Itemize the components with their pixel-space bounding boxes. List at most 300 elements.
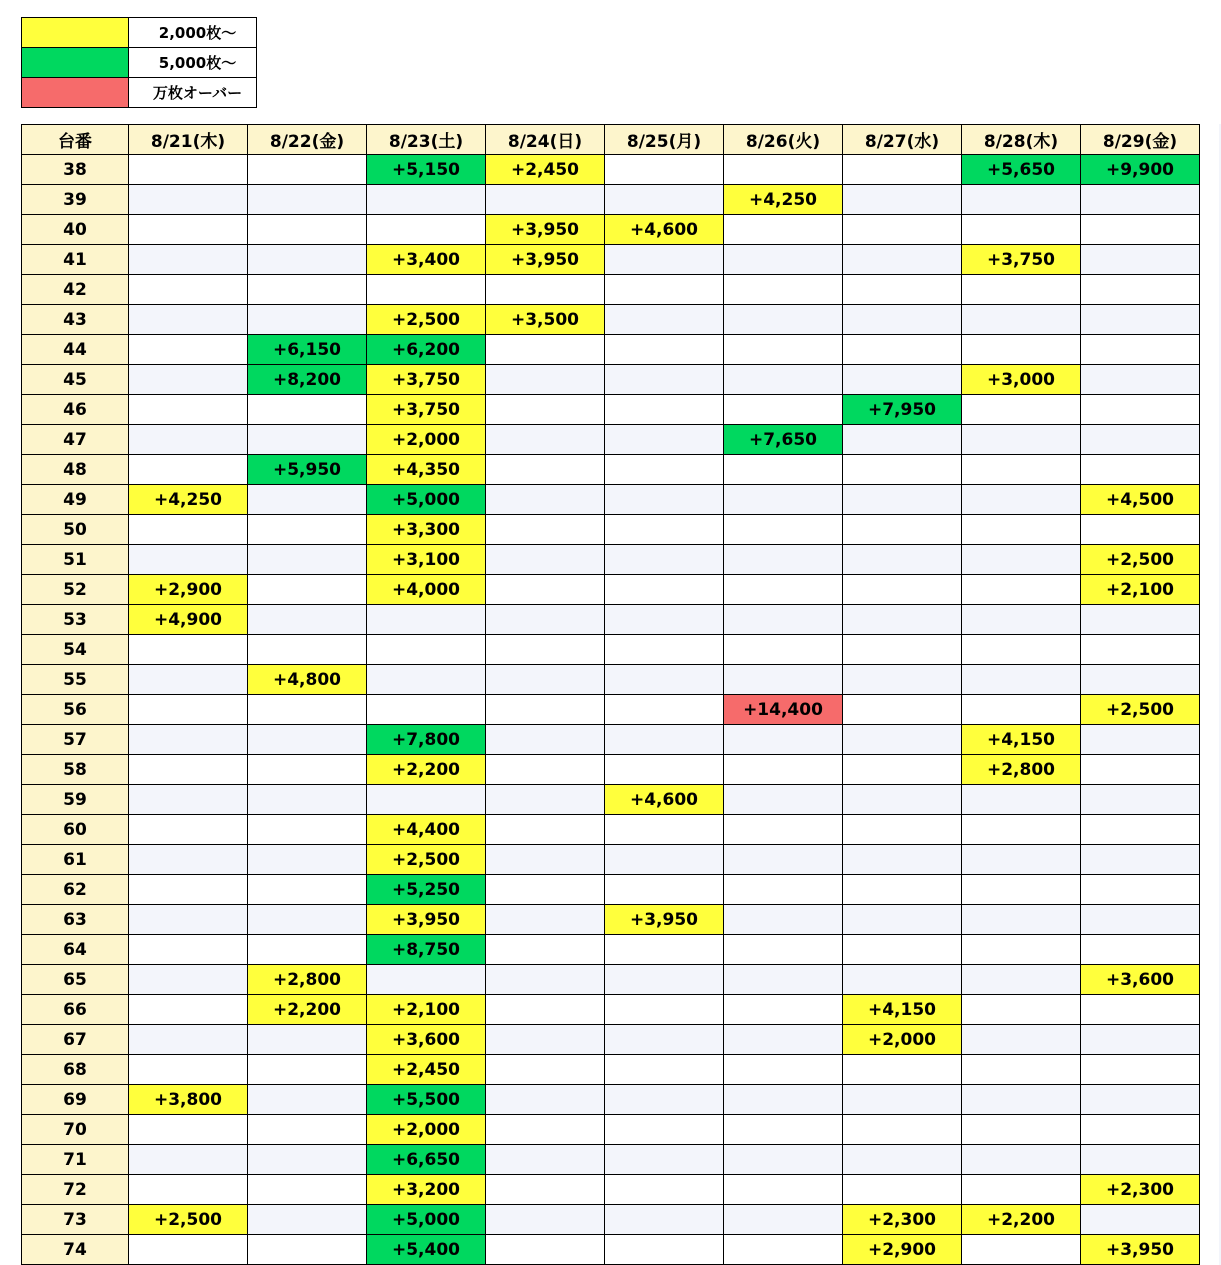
- value-cell: +2,500: [1081, 695, 1200, 725]
- table-row: [22, 1145, 1200, 1175]
- value-cell: [486, 1115, 605, 1145]
- unit-number-cell: 54: [22, 635, 129, 665]
- table-row: [22, 725, 1200, 755]
- value-cell: [605, 1145, 724, 1175]
- value-cell: [724, 755, 843, 785]
- table-row: [22, 815, 1200, 845]
- value-cell: [724, 575, 843, 605]
- value-cell: [1081, 605, 1200, 635]
- unit-number-cell: 38: [22, 155, 129, 185]
- value-cell: [1081, 665, 1200, 695]
- value-cell: [843, 1085, 962, 1115]
- value-cell: [129, 545, 248, 575]
- value-cell: [486, 515, 605, 545]
- value-cell: [605, 1235, 724, 1265]
- table-row: [22, 545, 1200, 575]
- results-table: [21, 124, 1200, 1265]
- legend-swatch-red: [22, 78, 129, 108]
- value-cell: [1081, 515, 1200, 545]
- value-cell: [605, 395, 724, 425]
- value-cell: +2,800: [962, 755, 1081, 785]
- value-cell: [248, 605, 367, 635]
- value-cell: +2,000: [367, 425, 486, 455]
- value-cell: [724, 665, 843, 695]
- unit-number-cell: 61: [22, 845, 129, 875]
- value-cell: [962, 1145, 1081, 1175]
- value-cell: [843, 665, 962, 695]
- value-cell: [367, 215, 486, 245]
- value-cell: +4,350: [367, 455, 486, 485]
- date-header: 8/26(火): [724, 125, 843, 155]
- table-row: [22, 335, 1200, 365]
- value-cell: [248, 875, 367, 905]
- legend-row: [22, 48, 257, 78]
- value-cell: [843, 905, 962, 935]
- value-cell: [724, 875, 843, 905]
- value-cell: +3,750: [962, 245, 1081, 275]
- value-cell: [486, 755, 605, 785]
- value-cell: +2,450: [367, 1055, 486, 1085]
- value-cell: [962, 395, 1081, 425]
- unit-number-cell: 65: [22, 965, 129, 995]
- unit-number-cell: 69: [22, 1085, 129, 1115]
- value-cell: [129, 815, 248, 845]
- value-cell: [129, 455, 248, 485]
- value-cell: [724, 635, 843, 665]
- value-cell: [129, 215, 248, 245]
- value-cell: +3,750: [367, 395, 486, 425]
- value-cell: [962, 275, 1081, 305]
- value-cell: [843, 545, 962, 575]
- value-cell: [843, 485, 962, 515]
- value-cell: +5,650: [962, 155, 1081, 185]
- value-cell: [1081, 905, 1200, 935]
- value-cell: [605, 155, 724, 185]
- value-cell: [843, 965, 962, 995]
- unit-number-cell: 56: [22, 695, 129, 725]
- value-cell: +3,400: [367, 245, 486, 275]
- table-row: [22, 275, 1200, 305]
- value-cell: [724, 995, 843, 1025]
- unit-number-cell: 62: [22, 875, 129, 905]
- unit-number-cell: 67: [22, 1025, 129, 1055]
- value-cell: [724, 935, 843, 965]
- value-cell: [129, 725, 248, 755]
- table-row: [22, 395, 1200, 425]
- value-cell: [962, 605, 1081, 635]
- value-cell: [367, 185, 486, 215]
- unit-number-cell: 46: [22, 395, 129, 425]
- value-cell: +4,250: [129, 485, 248, 515]
- value-cell: [962, 515, 1081, 545]
- value-cell: [248, 1085, 367, 1115]
- value-cell: [843, 335, 962, 365]
- value-cell: [129, 155, 248, 185]
- value-cell: [248, 485, 367, 515]
- value-cell: [1081, 185, 1200, 215]
- unit-number-cell: 70: [22, 1115, 129, 1145]
- value-cell: [724, 305, 843, 335]
- value-cell: +2,300: [843, 1205, 962, 1235]
- value-cell: +2,000: [843, 1025, 962, 1055]
- value-cell: [129, 935, 248, 965]
- value-cell: [962, 845, 1081, 875]
- unit-number-cell: 51: [22, 545, 129, 575]
- table-row: [22, 1205, 1200, 1235]
- value-cell: [605, 335, 724, 365]
- value-cell: [1081, 725, 1200, 755]
- value-cell: [248, 1025, 367, 1055]
- value-cell: [843, 305, 962, 335]
- legend-row: [22, 18, 257, 48]
- value-cell: [724, 245, 843, 275]
- value-cell: [1081, 845, 1200, 875]
- table-row: [22, 515, 1200, 545]
- table-row: [22, 455, 1200, 485]
- value-cell: [724, 1025, 843, 1055]
- value-cell: [605, 935, 724, 965]
- value-cell: [962, 815, 1081, 845]
- value-cell: +3,200: [367, 1175, 486, 1205]
- unit-number-cell: 64: [22, 935, 129, 965]
- unit-number-cell: 66: [22, 995, 129, 1025]
- value-cell: [843, 365, 962, 395]
- value-cell: [724, 1175, 843, 1205]
- value-cell: [605, 815, 724, 845]
- date-header: 8/29(金): [1081, 125, 1200, 155]
- value-cell: [724, 1055, 843, 1085]
- value-cell: [843, 455, 962, 485]
- legend-label-2000: 2,000枚〜: [129, 18, 257, 48]
- value-cell: [129, 1055, 248, 1085]
- date-header: 8/25(月): [605, 125, 724, 155]
- value-cell: [843, 245, 962, 275]
- value-cell: +4,800: [248, 665, 367, 695]
- value-cell: [843, 635, 962, 665]
- value-cell: [248, 1205, 367, 1235]
- value-cell: [248, 1235, 367, 1265]
- value-cell: [1081, 395, 1200, 425]
- value-cell: [962, 215, 1081, 245]
- value-cell: [486, 395, 605, 425]
- value-cell: [129, 365, 248, 395]
- value-cell: [129, 695, 248, 725]
- value-cell: [1081, 1085, 1200, 1115]
- table-row: [22, 1055, 1200, 1085]
- table-row: [22, 425, 1200, 455]
- value-cell: [605, 1055, 724, 1085]
- value-cell: [1081, 455, 1200, 485]
- value-cell: [367, 785, 486, 815]
- value-cell: [486, 815, 605, 845]
- value-cell: [605, 875, 724, 905]
- value-cell: +3,000: [962, 365, 1081, 395]
- table-row: [22, 695, 1200, 725]
- value-cell: [486, 1025, 605, 1055]
- value-cell: +3,950: [1081, 1235, 1200, 1265]
- value-cell: [129, 1145, 248, 1175]
- value-cell: [962, 1235, 1081, 1265]
- value-cell: [486, 605, 605, 635]
- value-cell: [962, 485, 1081, 515]
- value-cell: [605, 965, 724, 995]
- value-cell: [248, 1145, 367, 1175]
- value-cell: +2,800: [248, 965, 367, 995]
- value-cell: [486, 1055, 605, 1085]
- unit-number-cell: 55: [22, 665, 129, 695]
- legend-label-10000: 万枚オーバー: [129, 78, 257, 108]
- value-cell: [129, 905, 248, 935]
- value-cell: [605, 185, 724, 215]
- value-cell: +3,950: [486, 215, 605, 245]
- value-cell: +7,800: [367, 725, 486, 755]
- value-cell: [248, 575, 367, 605]
- value-cell: [843, 1055, 962, 1085]
- legend-row: [22, 78, 257, 108]
- value-cell: [605, 755, 724, 785]
- table-row: [22, 755, 1200, 785]
- value-cell: +2,100: [1081, 575, 1200, 605]
- unit-number-cell: 43: [22, 305, 129, 335]
- value-cell: [486, 875, 605, 905]
- value-cell: [724, 965, 843, 995]
- value-cell: [486, 1205, 605, 1235]
- unit-number-cell: 58: [22, 755, 129, 785]
- value-cell: [843, 575, 962, 605]
- value-cell: [605, 1025, 724, 1055]
- value-cell: +14,400: [724, 695, 843, 725]
- value-cell: +4,000: [367, 575, 486, 605]
- legend-swatch-green: [22, 48, 129, 78]
- value-cell: +3,950: [486, 245, 605, 275]
- table-row: [22, 665, 1200, 695]
- value-cell: [843, 425, 962, 455]
- table-row: [22, 575, 1200, 605]
- table-header: [22, 125, 1200, 155]
- value-cell: +4,600: [605, 215, 724, 245]
- value-cell: [129, 395, 248, 425]
- date-header: 8/22(金): [248, 125, 367, 155]
- value-cell: [129, 1115, 248, 1145]
- value-cell: [962, 1175, 1081, 1205]
- value-cell: [486, 185, 605, 215]
- value-cell: +5,000: [367, 485, 486, 515]
- value-cell: [129, 245, 248, 275]
- value-cell: +3,100: [367, 545, 486, 575]
- value-cell: +2,500: [1081, 545, 1200, 575]
- value-cell: [843, 275, 962, 305]
- value-cell: [1081, 365, 1200, 395]
- value-cell: [724, 605, 843, 635]
- value-cell: [605, 485, 724, 515]
- value-cell: +5,000: [367, 1205, 486, 1235]
- value-cell: [962, 425, 1081, 455]
- value-cell: [962, 335, 1081, 365]
- value-cell: [843, 1115, 962, 1145]
- value-cell: [605, 665, 724, 695]
- value-cell: [962, 1115, 1081, 1145]
- value-cell: [962, 545, 1081, 575]
- value-cell: [605, 995, 724, 1025]
- table-row: [22, 245, 1200, 275]
- table-row: [22, 995, 1200, 1025]
- value-cell: [843, 515, 962, 545]
- value-cell: [962, 935, 1081, 965]
- value-cell: +5,150: [367, 155, 486, 185]
- value-cell: [367, 695, 486, 725]
- value-cell: +5,250: [367, 875, 486, 905]
- unit-number-cell: 73: [22, 1205, 129, 1235]
- value-cell: [605, 845, 724, 875]
- value-cell: [605, 425, 724, 455]
- date-header: 8/27(水): [843, 125, 962, 155]
- value-cell: [724, 515, 843, 545]
- value-cell: [129, 305, 248, 335]
- value-cell: [605, 305, 724, 335]
- value-cell: [843, 785, 962, 815]
- value-cell: [724, 215, 843, 245]
- value-cell: +2,200: [962, 1205, 1081, 1235]
- value-cell: [962, 995, 1081, 1025]
- unit-number-cell: 42: [22, 275, 129, 305]
- value-cell: [843, 935, 962, 965]
- value-cell: [129, 185, 248, 215]
- value-cell: [962, 455, 1081, 485]
- value-cell: [367, 665, 486, 695]
- value-cell: [1081, 995, 1200, 1025]
- value-cell: [248, 545, 367, 575]
- value-cell: [248, 155, 367, 185]
- table-row: [22, 1085, 1200, 1115]
- value-cell: [605, 725, 724, 755]
- value-cell: [1081, 1025, 1200, 1055]
- value-cell: [1081, 1145, 1200, 1175]
- value-cell: [1081, 305, 1200, 335]
- value-cell: [248, 845, 367, 875]
- unit-number-header: 台番: [22, 125, 129, 155]
- value-cell: [724, 785, 843, 815]
- value-cell: [1081, 935, 1200, 965]
- unit-number-cell: 50: [22, 515, 129, 545]
- unit-number-cell: 45: [22, 365, 129, 395]
- value-cell: [129, 1235, 248, 1265]
- value-cell: [843, 1175, 962, 1205]
- value-cell: [248, 755, 367, 785]
- table-row: [22, 215, 1200, 245]
- value-cell: +3,500: [486, 305, 605, 335]
- value-cell: +6,150: [248, 335, 367, 365]
- unit-number-cell: 71: [22, 1145, 129, 1175]
- value-cell: [486, 695, 605, 725]
- value-cell: +3,300: [367, 515, 486, 545]
- value-cell: [248, 425, 367, 455]
- table-row: [22, 935, 1200, 965]
- value-cell: [248, 275, 367, 305]
- value-cell: [724, 365, 843, 395]
- value-cell: [962, 905, 1081, 935]
- value-cell: +4,500: [1081, 485, 1200, 515]
- value-cell: [129, 635, 248, 665]
- value-cell: [962, 785, 1081, 815]
- value-cell: [486, 845, 605, 875]
- value-cell: +4,600: [605, 785, 724, 815]
- table-row: [22, 875, 1200, 905]
- date-header: 8/24(日): [486, 125, 605, 155]
- unit-number-cell: 74: [22, 1235, 129, 1265]
- value-cell: [605, 545, 724, 575]
- value-cell: [843, 155, 962, 185]
- value-cell: +2,200: [248, 995, 367, 1025]
- value-cell: [129, 515, 248, 545]
- value-cell: [486, 995, 605, 1025]
- unit-number-cell: 52: [22, 575, 129, 605]
- value-cell: [1081, 1115, 1200, 1145]
- value-cell: [843, 695, 962, 725]
- value-cell: [605, 575, 724, 605]
- value-cell: [724, 1085, 843, 1115]
- value-cell: [605, 1085, 724, 1115]
- value-cell: [1081, 1205, 1200, 1235]
- unit-number-cell: 48: [22, 455, 129, 485]
- value-cell: [129, 785, 248, 815]
- table-row: [22, 845, 1200, 875]
- value-cell: [962, 695, 1081, 725]
- date-header: 8/23(土): [367, 125, 486, 155]
- table-row: [22, 965, 1200, 995]
- value-cell: [248, 515, 367, 545]
- value-cell: [605, 605, 724, 635]
- value-cell: [486, 725, 605, 755]
- value-cell: +2,900: [129, 575, 248, 605]
- value-cell: [724, 335, 843, 365]
- value-cell: +5,500: [367, 1085, 486, 1115]
- value-cell: [486, 485, 605, 515]
- value-cell: +2,000: [367, 1115, 486, 1145]
- value-cell: [129, 1175, 248, 1205]
- table-row: [22, 365, 1200, 395]
- value-cell: [367, 965, 486, 995]
- value-cell: +4,900: [129, 605, 248, 635]
- value-cell: [605, 365, 724, 395]
- value-cell: [129, 425, 248, 455]
- value-cell: +2,100: [367, 995, 486, 1025]
- table-row: [22, 485, 1200, 515]
- unit-number-cell: 72: [22, 1175, 129, 1205]
- value-cell: [1081, 815, 1200, 845]
- value-cell: [724, 815, 843, 845]
- value-cell: +5,950: [248, 455, 367, 485]
- value-cell: +3,600: [1081, 965, 1200, 995]
- value-cell: [724, 1115, 843, 1145]
- value-cell: [605, 695, 724, 725]
- value-cell: [248, 635, 367, 665]
- table-body: [22, 155, 1200, 1265]
- value-cell: +8,750: [367, 935, 486, 965]
- value-cell: [486, 785, 605, 815]
- value-cell: [486, 365, 605, 395]
- unit-number-cell: 47: [22, 425, 129, 455]
- table-row: [22, 155, 1200, 185]
- value-cell: [367, 605, 486, 635]
- value-cell: [248, 815, 367, 845]
- value-cell: [962, 305, 1081, 335]
- value-cell: [962, 665, 1081, 695]
- value-cell: [962, 575, 1081, 605]
- value-cell: +7,950: [843, 395, 962, 425]
- value-cell: [962, 875, 1081, 905]
- value-cell: [843, 755, 962, 785]
- table-row: [22, 905, 1200, 935]
